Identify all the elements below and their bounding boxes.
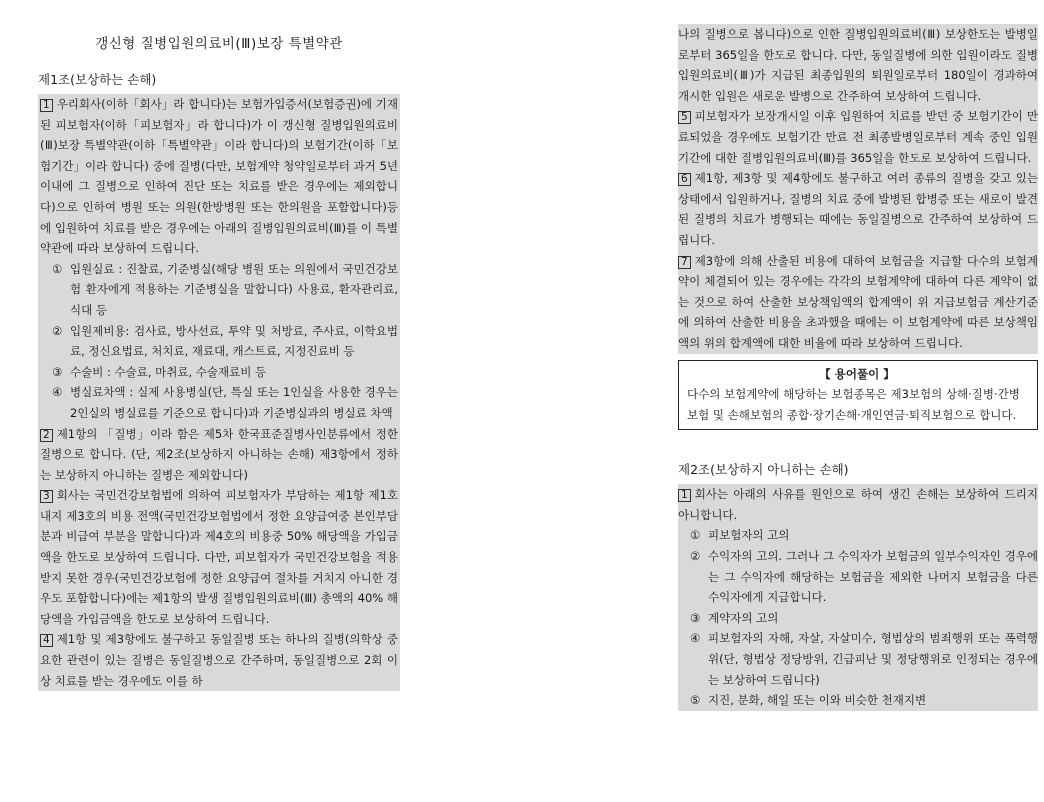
article-1-heading: 제1조(보상하는 손해): [38, 72, 157, 87]
document-title: 갱신형 질병입원의료비(Ⅲ)보장 특별약관: [95, 36, 343, 52]
list-item: [40, 321, 398, 362]
paragraph-text: 회사는 국민건강보험법에 의하여 피보험자가 부담하는 제1항 제1호 내지 제3호의 비용 전액(국민건강보험법에서 정한 요양급여중 본인부담분과 비급여 부분을 말합니다)과 제4호의 비용중 50% 해당액을 가입금액을 한도로 보상하여 드립니다. 다만, 피보험자가 국민건강보험을 적용받지 못한 경우(국민건강보험에 정한 요양급여 절차를 거치지 아니한 경우도 포함합니다)에는 제1항의 발생 질병입원의료비(Ⅲ) 총액의 40% 해당액을 가입금액을 한도로 보상하여 드립니다.: [40, 488, 398, 626]
paragraph-number: 1: [678, 489, 691, 502]
list-item: [40, 259, 398, 321]
item-text: 수익자의 고의. 그러나 그 수익자가 보험금의 일부수익자인 경우에는 그 수익자에 해당하는 보험금을 제외한 나머지 보험금을 다른 수익자에게 지급합니다.: [708, 549, 1038, 605]
paragraph-text: 제1항 및 제3항에도 불구하고 동일질병 또는 하나의 질병(의학상 중요한 관련이 있는 질병은 동일질병으로 간주하며, 동일질병으로 2회 이상 치료를 받는 경우에도 이를 하: [40, 632, 398, 688]
item-text: 피보험자의 자해, 자살, 자살미수, 형법상의 범죄행위 또는 폭력행위(단, 형법상 정당방위, 긴급피난 및 정당행위로 인정되는 경우에는 보상하여 드립니다): [708, 631, 1038, 687]
paragraph-7: [678, 251, 1038, 354]
paragraph-3: [40, 485, 398, 629]
paragraph-text: 제1항의 「질병」이라 함은 제5차 한국표준질병사인분류에서 정한 질병으로 합니다. (단, 제2조(보상하지 아니하는 손해) 제3항에서 정하는 보상하지 아니하는 질병은 제외합니다): [40, 426, 398, 482]
paragraph-number: 5: [678, 111, 691, 124]
paragraph-4-continued: 나의 질병으로 봅니다)으로 인한 질병입원의료비(Ⅲ) 보상한도는 발병일로부터 365일을 한도로 합니다. 다만, 동일질병에 의한 입원이라도 질병입원의료비(Ⅲ)가 지급된 최종입원의 퇴원일로부터 180일이 경과하여 개시한 입원은 새로운 발병으로 간주하여 보상하여 드립니다.: [678, 27, 1038, 103]
item-marker: ④: [52, 385, 63, 400]
item-text: 피보험자의 고의: [708, 528, 790, 543]
item-text: 입원제비용: 검사료, 방사선료, 투약 및 처방료, 주사료, 이학요법료, 정신요법료, 처치료, 재료대, 캐스트료, 지정진료비 등: [70, 323, 398, 359]
paragraph-6: [678, 168, 1038, 250]
paragraph-text: 피보험자가 보장개시일 이후 입원하여 치료를 받던 중 보험기간이 만료되었을 경우에도 보험기간 만료 전 최종발병일로부터 계속 중인 입원기간에 대한 질병입원의료비(Ⅲ)를 365일을 한도로 보상하여 드립니다.: [678, 109, 1038, 165]
list-item: [678, 608, 1038, 629]
item-text: 입원실료 : 진찰료, 기준병실(해당 병원 또는 의원에서 국민건강보험 환자에게 적용하는 기준병실을 말합니다) 사용료, 환자관리료, 식대 등: [70, 261, 398, 317]
list-item: [678, 546, 1038, 608]
paragraph-number: 4: [40, 634, 53, 647]
list-item: [678, 628, 1038, 690]
item-text: 병실료차액 : 실제 사용병실(단, 특실 또는 1인실을 사용한 경우는 2인실의 병실료를 기준으로 합니다)과 기준병실과의 병실료 차액: [70, 385, 398, 420]
left-column: [38, 0, 400, 691]
paragraph-4: [40, 629, 398, 691]
list-item: [40, 362, 398, 383]
article-2-body: [678, 484, 1038, 711]
item-text: 지진, 분화, 해일 또는 이와 비슷한 천재지변: [708, 693, 927, 708]
item-marker: ③: [690, 610, 701, 625]
paragraph-1: [40, 94, 398, 259]
paragraph-number: 3: [40, 490, 53, 503]
item-marker: ③: [52, 364, 63, 379]
item-text: 수술비 : 수술료, 마취료, 수술재료비 등: [70, 364, 267, 379]
article-2-heading: 제2조(보상하지 아니하는 손해): [678, 462, 849, 478]
paragraph-text: 제1항, 제3항 및 제4항에도 불구하고 여러 종류의 질병을 갖고 있는 상태에서 입원하거나, 질병의 치료 중에 발병된 합병증 또는 새로이 발견된 질병의 치료가 병행되는 때에는 동일질병으로 간주하여 보상하여 드립니다.: [678, 171, 1038, 247]
glossary-box: [678, 360, 1038, 431]
glossary-heading: 【 용어풀이 】: [819, 366, 895, 381]
item-marker: ①: [690, 528, 701, 543]
paragraph-2: [40, 424, 398, 486]
item-marker: ②: [690, 549, 701, 564]
article-1-body-continued: [678, 24, 1038, 354]
right-column: [678, 24, 1038, 711]
item-marker: ④: [690, 631, 701, 646]
glossary-text: 다수의 보험계약에 해당하는 보험종목은 제3보험의 상해·질병·간병보험 및 손해보험의 종합·장기손해·개인연금·퇴직보험으로 합니다.: [687, 387, 1020, 422]
paragraph-number: 7: [678, 256, 691, 269]
paragraph-5: [678, 106, 1038, 168]
item-marker: ①: [52, 261, 63, 276]
paragraph-number: 6: [678, 173, 691, 186]
paragraph-text: 제3항에 의해 산출된 비용에 대하여 보험금을 지급할 다수의 보험계약이 체결되어 있는 경우에는 각각의 보험계약에 대하여 다른 계약이 없는 것으로 하여 산출한 보상책임액의 합계액이 위 지급보험금 계산기준에 의하여 산출한 비용을 초과했을 때에는 이 보험계약에 따른 보상책임액의 위의 합계액에 대한 비율에 따라 보상하여 드립니다.: [678, 253, 1038, 350]
item-marker: ②: [52, 323, 63, 338]
list-item: [40, 382, 398, 423]
paragraph-number: 2: [40, 429, 53, 442]
item-text: 계약자의 고의: [708, 610, 779, 625]
article-1-body: [38, 94, 400, 691]
paragraph-1: [678, 484, 1038, 525]
list-item: [678, 690, 1038, 711]
paragraph-text: 회사는 아래의 사유를 원인으로 하여 생긴 손해는 보상하여 드리지 아니합니다.: [678, 487, 1038, 522]
paragraph-text: 우리회사(이하「회사」라 합니다)는 보험가입증서(보험증권)에 기재된 피보험자(이하「피보험자」라 합니다)가 이 갱신형 질병입원의료비(Ⅲ)보장 특별약관(이하「특별약관」이라 합니다)의 보험기간(이하「보험기간」이라 합니다) 중에 질병(다만, 보험계약 청약일로부터 과거 5년이내에 그 질병으로 인하여 진단 또는 치료를 받은 경우에는 제외합니다)으로 인하여 병원 또는 의원(한방병원 또는 한의원을 포함합니다)등에 입원하여 치료를 받은 경우에는 아래의 질병입원의료비(Ⅲ)를 이 특별약관에 따라 보상하여 드립니다.: [40, 97, 398, 256]
paragraph-number: 1: [40, 99, 53, 112]
list-item: [678, 525, 1038, 546]
item-marker: ⑤: [690, 693, 701, 708]
